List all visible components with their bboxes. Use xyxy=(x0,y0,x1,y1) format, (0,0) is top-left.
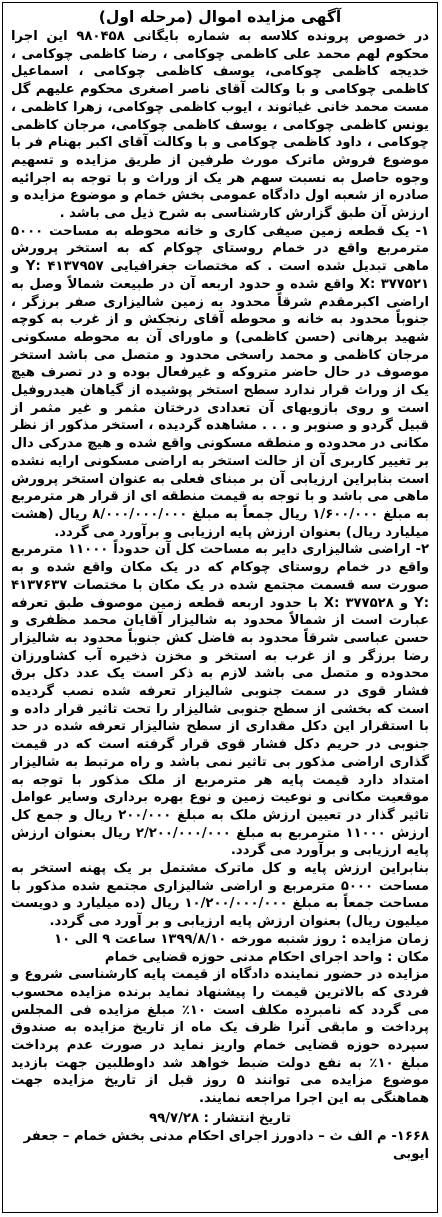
auction-time: زمان مزایده : روز شنبه مورخه ۱۳۹۹/۸/۱۰ ساعت ۹ الی ۱۰ xyxy=(54,931,429,947)
notice-summary: بنابراین ارزش پایه و کل ماترک مشتمل بر یک پهنه استخر به مساحت ۵۰۰۰ مترمربع و اراضی شالیزاری مجتمع شده مذکور با مساحت جمعاً به مبلغ ۱۰/۲۰۰/۰۰۰/۰۰۰ ریال (ده میلیارد و دویست میلیون ریال) بعنوان ارزش پایه ارزیابی و بر آورد می گردد. xyxy=(11,861,430,930)
auction-place: مکان : واحد اجرای احکام مدنی حوزه قضایی خمام xyxy=(104,949,429,965)
notice-intro: در خصوص پرونده کلاسه به شماره بایگانی ۹۸۰۴۵۸ این اجرا محکوم لهم محمد علی کاظمی چوکامی ، رضا کاظمی چوکامی ، خدیجه کاظمی چوکامی، یوسف کاظمی چوکامی ، اسماعیل کاظمی چوکامی و با وکالت آقای ناصر اصغری محکوم علیهم گل مست محمد خانی غیاثوند ، ایوب کاظمی چوکامی، زهرا کاظمی ، یونس کاظمی چوکامی ، یوسف کاظمی چوکامی، مرجان کاظمی چوکامی ، داود کاظمی چوکامی و با وکالت آقای اکبر بهنام فر با موضوع فروش ماترک مورث طرفین از طریق مزایده و تسهیم وجوه حاصل به نسبت سهم هر یک از وراث و با توجه به اجرائیه صادره از شعبه اول دادگاه عمومی بخش خمام و موضوع مزایده و ارزش آن طبق گزارش کارشناسی به شرح ذیل می باشد . xyxy=(11,29,429,222)
notice-frame xyxy=(2,2,438,1213)
notice-footer: ۱۶۶۸- م الف ث – دادورز اجرای احکام مدنی بخش خمام – جعفر ایوبی xyxy=(23,1128,429,1162)
notice-item-1: ۱- یک قطعه زمین صیفی کاری و خانه محوطه به مساحت ۵۰۰۰ مترمربع واقع در خمام روستای چوکام که به استخر پرورش ماهی تبدیل شده است . که مختصات جغرافیایی ۴۱۳۷۹۵۷ :Y و ۳۷۷۵۲۱ :X واقع شده و حدود اربعه آن در طبیعت شمالاً وصل به اراضی اکبرمقدم شرقاً محدود به زمین شالیزاری صفر برزگر ، جنوباً محدود به خانه و محوطه آقای رنجکش و از غرب به کوچه شهید برهانی (حسن کاظمی) و ماورای آن به محوطه مسکونی مرجان کاظمی و محمد راسخی محدود و متصل می باشد استخر موصوف در حال حاضر متروکه و غیرفعال بوده و در تصرف هیچ یک از وراث قرار ندارد سطح استخر پوشیده از گیاهان هیدروفیل است و روی بازویهای آن تعدادی درختان مثمر و غیر مثمر از قبیل گردو و صنوبر و . . . مشاهده گردیده ، استخر مذکور از نظر مکانی در محدوده و منطقه مسکونی واقع شده و هیچ مدرکی دال بر تغییر کاربری آن از حالت استخر به اراضی مسکونی ارایه نشده است بنابراین ارزیابی آن بر مبنای فعلی به عنوان استخر پرورش ماهی می باشد و با توجه به قیمت منطقه ای از قرار هر مترمربع به مبلغ ۱/۶۰۰/۰۰۰ ریال جمعاً به مبلغ ۸/۰۰۰/۰۰۰/۰۰۰ ریال (هشت میلیارد ریال) بعنوان ارزش پایه ارزیابی و برآورد می گردد. xyxy=(11,223,430,540)
notice-title: آگهی مزایده اموال (مرحله اول) xyxy=(98,8,342,26)
auction-terms: مزایده در حضور نماینده دادگاه از قیمت پایه کارشناسی شروع و فردی که بالاترین قیمت را پیشنهاد نماید برنده مزایده محسوب می گردد که نامبرده مکلف است ۱۰٪ مبلغ مزایده فی المجلس پرداخت و مابقی آنرا ظرف یک ماه از تاریخ مزایده به صندوق سپرده حوزه قضایی خمام واریز نماید در صورت عدم پرداخت مبلغ ۱۰٪ به نفع دولت ضبط خواهد شد داوطلبین جهت بازدید موضوع مزایده می توانند ۵ روز قبل از تاریخ مزایده جهت هماهنگی به این اجرا مراجعه نمایند. xyxy=(11,967,429,1107)
notice-item-2: ۲- اراضی شالیزاری دایر به مساحت کل آن حدوداً ۱۱۰۰۰ مترمربع واقع در خمام روستای چوکام که در یک مکان واقع شده و به صورت سه قسمت مجتمع شده در یک مکان با مختصات ۴۱۳۷۶۳۷ :Y و ۳۷۷۵۲۸ :X با حدود اربعه قطعه زمین موصوف طبق تعرفه عبارت است از شمالاً محدود به شالیزار آقایان محمد مظفری و حسن عباسی شرقاً محدود به فاضل کش جنوباً محدود به شالیزار رضا برزگر و از غرب به استخر و مخزن ذخیره آب کشاورزان محدوده و متصل می باشد لازم به ذکر است یک عدد دکل برق فشار قوی در سمت جنوبی شالیزار تعرفه شده نصب گردیده است که بخشی از سطح جنوبی شالیزار را تحت تاثیر قرار داده و با استقرار این دکل مقداری از سطح شالیزار تعرفه شده در حد جنوبی در حریم دکل فشار قوی قرار گرفته است که در قیمت گذاری اراضی مذکور بی تاثیر نمی باشد و راه مرتبط به شالیزار امتداد دارد قیمت پایه هر مترمربع از ملک مذکور با توجه به موقعیت مکانی و نوعیت زمین و نوع بهره برداری وسایر عوامل تاثیر گذار در تعیین ارزش ملک به مبلغ ۲۰۰/۰۰۰ ریال و جمع کل ارزش ۱۱۰۰۰ مترمربع به مبلغ ۲/۲۰۰/۰۰۰/۰۰۰ ریال بعنوان ارزش پایه ارزیابی و برآورد می گردد. xyxy=(11,542,430,859)
publish-date: تاریخ انتشار : ۹۹/۷/۲۸ xyxy=(149,1110,291,1126)
